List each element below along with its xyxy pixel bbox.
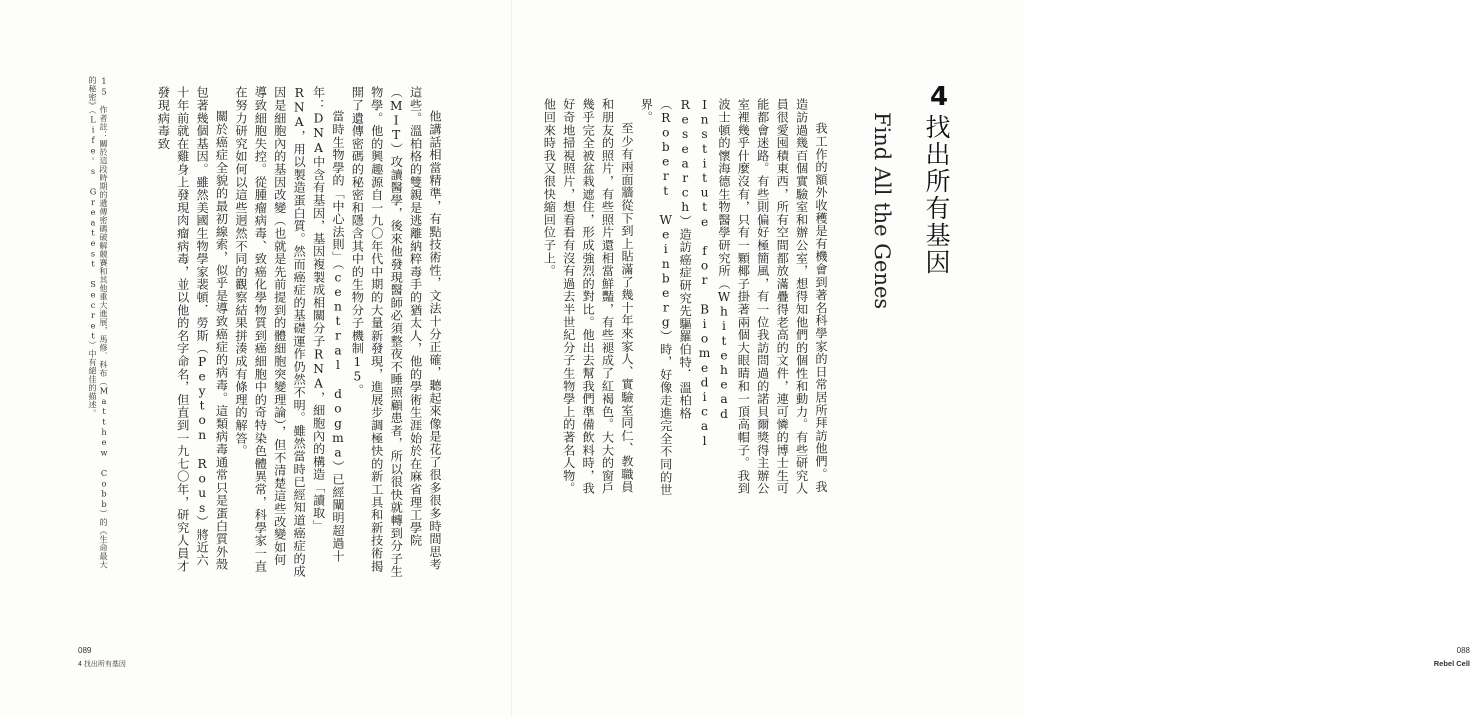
chapter-number: 4 xyxy=(930,82,949,112)
left-page xyxy=(0,0,512,717)
left-page-body-text xyxy=(114,86,444,578)
body-paragraph: 他講話相當精準，有點技術性，文法十分正確，聽起來像是花了很多很多時間思考這些。溫柏格的雙親是逃離納粹毒手的猶太人，他的學術生涯始於在麻省理工學院（MIT）攻讀醫學，後來他發現醫師必須整夜不睡照顧患者，所以很快就轉到分子生物學。他的興趣源自一九〇年代中期的大量新發現，進展步調極快的新工具和新技術揭開了遺傳密碼的秘密和隱含其中的生物分子機制15。 xyxy=(350,86,442,578)
chapter-subtitle: Find All the Genes xyxy=(870,112,894,310)
body-paragraph: 至少有兩面牆從下到上貼滿了幾十年來家人、實驗室同仁、教職員和朋友的照片，有些照片還相當鮮豔，有些褪成了紅褐色。大大的窗戶幾乎完全被盆栽遮住，形成強烈的對比。他出去幫我們準備飲料時，我好奇地掃視照片，想看看有沒有過去半世紀分子生物學上的著名人物。他回來時我又很快縮回位子上。 xyxy=(542,98,634,495)
footnote: 15 作者註：關於這段時期的遺傳密碼破解競賽和其他重大進展，馬修．科布（Matthew Cobb）的《生命最大的秘密》（Life's Greatest Secret）中有絕佳的描述。 xyxy=(88,76,109,569)
page-number-right: 088 xyxy=(1456,646,1470,655)
body-paragraph: 關於癌症全貌的最初線索，似乎是導致癌症的病毒。這類病毒通常只是蛋白質外殼包著幾個基因。雖然美國生物學家裴頓．勞斯（Peyton Rous）將近六十年前就在雞身上發現肉瘤病毒，並以他的名字命名，但直到一九七〇年，研究人員才發現病毒致 xyxy=(156,86,229,573)
page-number-left: 089 xyxy=(78,646,92,655)
running-head-right: Rebel Cell xyxy=(1433,659,1470,668)
chapter-title: 找出所有基因 xyxy=(922,114,951,276)
running-head-left: 4 找出所有基因 xyxy=(78,661,126,668)
body-paragraph: 當時生物學的「中心法則」（central dogma）已經闡明超過十年：DNA中含有基因，基因複製成相關分子RNA，細胞內的構造「讀取」RNA，用以製造蛋白質。然而癌症的基礎運作仍然不明。雖然當時已經知道癌症的成因是細胞內的基因改變（也就是先前提到的體細胞突變理論），但不清楚這些改變如何導致細胞失控。從腫瘤病毒、致癌化學物質到癌細胞中的奇特染色體異常，科學家一直在努力研究如何以這些迥然不同的觀察結果拼湊成有條理的解答。 xyxy=(233,86,345,578)
right-page-body-text xyxy=(542,98,830,500)
body-paragraph: 我工作的額外收穫是有機會到著名科學家的日常居所拜訪他們。我造訪過幾百個實驗室和辦公室，想得知他們的個性和動力。有些研究人員很愛囤積東西，所有空間都放滿疊得老高的文件，連可憐的博士生可能都會迷路。有些則偏好極簡風，有一位我訪問過的諾貝爾獎得主辦公室裡幾乎什麼沒有，只有一顆椰子掛著兩個大眼睛和一頂高帽子。我到波士頓的懷海德生物醫學研究所（Whitehead Institute for Biomedical Research）造訪癌症研究先驅羅伯特．溫柏格（Robert Weinberg）時，好像走進完全不同的世界。 xyxy=(639,98,828,497)
